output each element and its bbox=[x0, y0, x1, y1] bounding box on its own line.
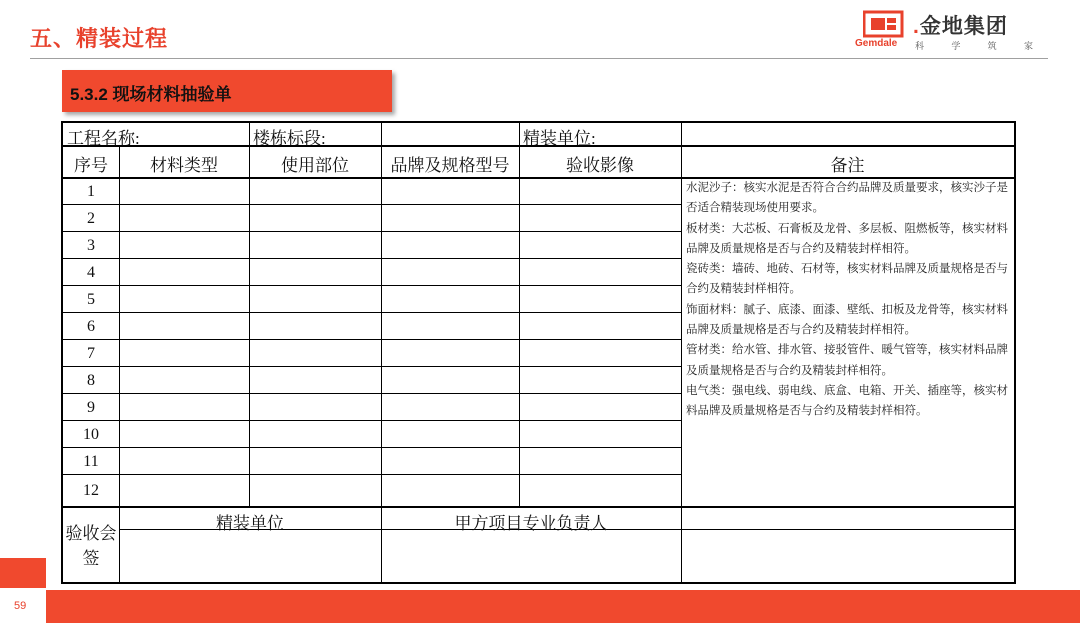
row-number: 7 bbox=[87, 345, 95, 362]
row-number: 9 bbox=[87, 399, 95, 416]
slogan-char: 科 bbox=[915, 41, 925, 51]
col-header-remarks: 备注 bbox=[830, 156, 865, 175]
gemdale-logo-icon bbox=[863, 10, 905, 38]
col-header-inspection-image: 验收影像 bbox=[566, 156, 634, 175]
col-header-usage-location: 使用部位 bbox=[281, 156, 349, 175]
remark-finishes: 饰面材料：腻子、底漆、面漆、壁纸、扣板及龙骨等，核实材料品牌及质量规格是否与合约及精装封样相符。 bbox=[686, 303, 1008, 337]
row-number: 2 bbox=[87, 210, 95, 227]
logo-english-name: Gemdale bbox=[855, 38, 898, 49]
building-section-label: 楼栋标段: bbox=[253, 129, 326, 148]
row-number: 3 bbox=[87, 237, 95, 254]
remark-electrical: 电气类：强电线、弱电线、底盒、电箱、开关、插座等，核实材料品牌及质量规格是否与合约及精装封样相符。 bbox=[686, 384, 1008, 418]
row-number: 12 bbox=[83, 482, 99, 499]
material-inspection-table bbox=[61, 121, 1016, 584]
row-number: 1 bbox=[87, 183, 95, 200]
project-name-label: 工程名称: bbox=[67, 129, 140, 148]
remark-tiles: 瓷砖类：墙砖、地砖、石材等，核实材料品牌及质量规格是否与合约及精装封样相符。 bbox=[686, 263, 1008, 296]
row-number: 11 bbox=[83, 453, 99, 470]
logo-chinese-name: .金地集团 bbox=[913, 15, 1008, 38]
company-logo bbox=[855, 10, 1038, 52]
col-header-brand-spec: 品牌及规格型号 bbox=[390, 156, 510, 175]
header-divider bbox=[30, 58, 1048, 59]
footer-accent-block bbox=[0, 558, 46, 588]
remark-boards: 板材类：大芯板、石膏板及龙骨、多层板、阻燃板等，核实材料品牌及质量规格是否与合约及精装封样相符。 bbox=[686, 222, 1008, 255]
slogan-char: 家 bbox=[1023, 41, 1033, 51]
signoff-label: 验收会签 bbox=[65, 524, 117, 568]
subsection-banner bbox=[62, 70, 392, 112]
slogan-char: 学 bbox=[951, 41, 961, 51]
remark-pipes: 管材类：给水管、排水管、接驳管件、暖气管等，核实材料品牌及质量规格是否与合约及精装封样相符。 bbox=[686, 344, 1008, 377]
signoff-decoration-unit: 精装单位 bbox=[216, 514, 284, 533]
signoff-owner-manager: 甲方项目专业负责人 bbox=[454, 514, 608, 533]
remarks-text bbox=[686, 178, 1016, 422]
page-title: 五、精装过程 bbox=[30, 26, 169, 51]
row-number: 8 bbox=[87, 372, 95, 389]
footer-bar bbox=[46, 590, 1080, 623]
page-number: 59 bbox=[14, 600, 27, 612]
slogan-char: 筑 bbox=[987, 41, 997, 51]
decoration-unit-label: 精装单位: bbox=[523, 129, 596, 148]
row-number: 4 bbox=[87, 264, 95, 281]
col-header-index: 序号 bbox=[74, 156, 108, 175]
subsection-title: 5.3.2 现场材料抽验单 bbox=[70, 85, 232, 104]
row-number: 6 bbox=[87, 318, 95, 335]
remark-cement-sand: 水泥沙子：核实水泥是否符合合约品牌及质量要求，核实沙子是否适合精装现场使用要求。 bbox=[686, 182, 1008, 215]
col-header-material-type: 材料类型 bbox=[150, 156, 218, 175]
row-number: 5 bbox=[87, 291, 95, 308]
logo-slogan bbox=[915, 39, 1033, 52]
row-number: 10 bbox=[83, 426, 99, 443]
